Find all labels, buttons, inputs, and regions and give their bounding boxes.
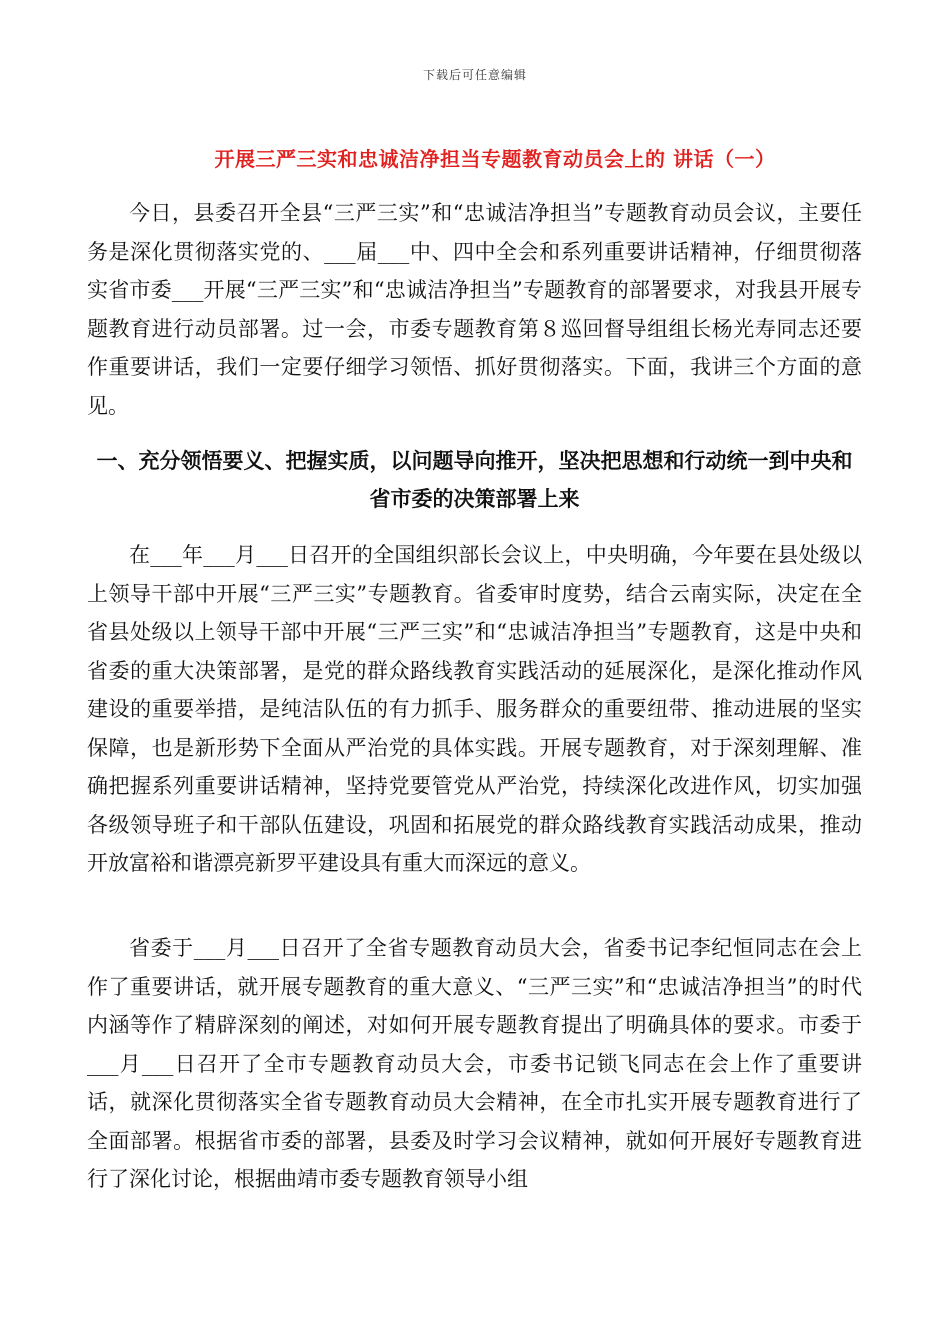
header-note: 下载后可任意编辑: [422, 68, 527, 82]
paragraph-2: 在___年___月___日召开的全国组织部长会议上，中央明确，今年要在县处级以上领导干部中开展“三严三实”专题教育。省委审时度势，结合云南实际，决定在全省县处级以上领导干部中开展“三严三实”和“忠诚洁净担当”专题教育，这是中央和省委的重大决策部署，是党的群众路线教育实践活动的延展深化，是深化推动作风建设的重要举措，是纯洁队伍的有力抓手、服务群众的重要纽带、推动进展的坚实保障，也是新形势下全面从严治党的具体实践。开展专题教育，对于深刻理解、准确把握系列重要讲话精神，坚持党要管党从严治党，持续深化改进作风，切实加强各级领导班子和干部队伍建设，巩固和拓展党的群众路线教育实践活动成果，推动开放富裕和谐漂亮新罗平建设具有重大而深远的意义。: [87, 543, 862, 875]
paragraph-1-block: [87, 194, 862, 425]
paragraph-2-block: [87, 536, 862, 883]
paragraph-1: 今日，县委召开全县“三严三实”和“忠诚洁净担当”专题教育动员会议，主要任务是深化贯彻落实党的、___届___中、四中全会和系列重要讲话精神，仔细贯彻落实省市委___开展“三严三实”和“忠诚洁净担当”专题教育的部署要求，对我县开展专题教育进行动员部署。过一会，市委专题教育第８巡回督导组组长杨光寿同志还要作重要讲话，我们一定要仔细学习领悟、抓好贯彻落实。下面，我讲三个方面的意见。: [87, 201, 862, 418]
document-title: 开展三严三实和忠诚洁净担当专题教育动员会上的 讲话（一）: [214, 147, 776, 171]
section-heading-1: 一、充分领悟要义、把握实质，以问题导向推开，坚决把思想和行动统一到中央和省市委的决策部署上来: [96, 448, 853, 511]
paragraph-3: 省委于___月___日召开了全省专题教育动员大会，省委书记李纪恒同志在会上作了重要讲话，就开展专题教育的重大意义、“三严三实”和“忠诚洁净担当”的时代内涵等作了精辟深刻的阐述，对如何开展专题教育提出了明确具体的要求。市委于___月___日召开了全市专题教育动员大会，市委书记锁飞同志在会上作了重要讲话，就深化贯彻落实全省专题教育动员大会精神，在全市扎实开展专题教育进行了全面部署。根据省市委的部署，县委及时学习会议精神，就如何开展好专题教育进行了深化讨论，根据曲靖市委专题教育领导小组: [87, 936, 862, 1191]
paragraph-3-block: [87, 929, 862, 1199]
